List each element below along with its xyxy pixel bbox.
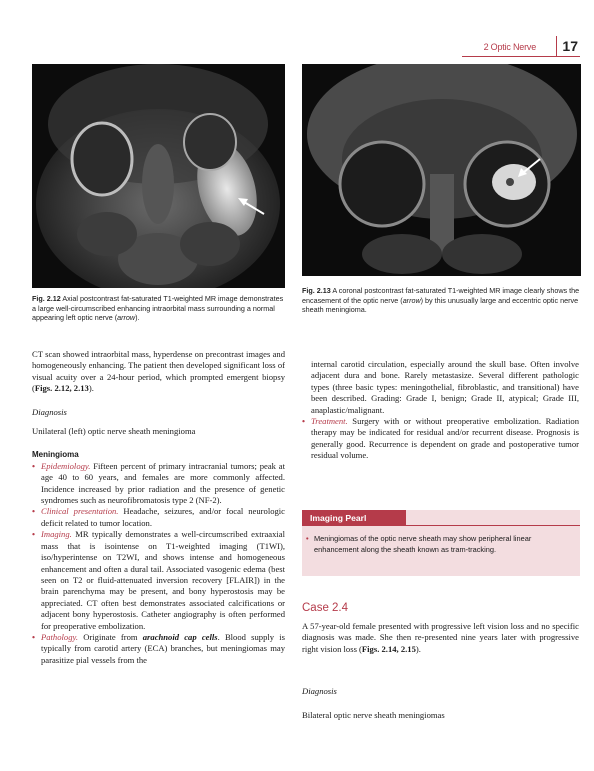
meningioma-list xyxy=(32,461,285,666)
figure-2-13-caption xyxy=(302,286,580,315)
section-heading: Meningioma xyxy=(32,450,79,460)
right-column xyxy=(302,359,579,462)
figure-reference: Figs. 2.14, 2.15 xyxy=(361,643,416,654)
intro-text-end: ). xyxy=(88,383,94,394)
figure-label: Fig. 2.13 xyxy=(302,286,331,295)
figure-label: Fig. 2.12 xyxy=(32,294,61,303)
case-title: Case 2.4 xyxy=(302,602,349,614)
figure-2-13-image xyxy=(302,64,581,276)
caption-em: arrow xyxy=(117,313,136,323)
caption-text: A coronal postcontrast fat-saturated T1-weighted MR image clearly shows the encasement of the optic nerve ( xyxy=(302,286,580,305)
imaging-pearl-text: • Meningiomas of the optic nerve sheath may show peripheral linear enhancement along the sheath known as tram-tracking. xyxy=(314,533,570,555)
imaging-pearl-box xyxy=(302,510,580,576)
left-column xyxy=(32,349,285,666)
caption-em: arrow xyxy=(402,295,421,305)
list-item xyxy=(32,461,285,507)
header-divider xyxy=(556,36,557,56)
running-header xyxy=(430,38,580,56)
pearl-rule xyxy=(302,525,580,526)
list-item xyxy=(32,529,285,632)
case-diagnosis-heading: Diagnosis xyxy=(302,686,337,696)
case-text-body: A 57-year-old female presented with progressive left vision loss and no specific diagnosis was made. She then re-presented nine years later with progressive right vision loss ( xyxy=(302,621,579,654)
item-text: Headache, seizures, and/or focal neurologic deficit related to tumor location. xyxy=(41,506,285,528)
item-lead: Pathology. xyxy=(41,631,78,642)
item-lead: Imaging. xyxy=(41,529,72,540)
case-diagnosis-text: Bilateral optic nerve sheath meningiomas xyxy=(302,710,445,720)
intro-paragraph xyxy=(32,349,285,395)
imaging-pearl-title: Imaging Pearl xyxy=(302,510,406,526)
figure-reference: Figs. 2.12, 2.13 xyxy=(34,383,89,394)
item-text: MR typically demonstrates a well-circumscribed extraaxial mass that is isointense on T1-weighted imaging (T1WI), iso/hyperintense on T2WI, and shows intense and homogeneous enhancement and often a dural tail. Associated vasogenic edema (best seen on T2 or fluid-attenuated inversion recovery [FLAIR]) in the brain parenchyma may be present, and bony hyperostosis may be appreciated. CT often best demonstrates associated calcifications or adjacent bony hyperostosis. Catheter angiography is often performed for preoperative embolization. xyxy=(41,529,285,631)
intro-text: CT scan showed intraorbital mass, hyperdense on precontrast images and homogeneously enhancing. The patient then developed significant loss of visual acuity over a 24-hour period, which prompted emergent biopsy ( xyxy=(32,349,285,394)
treatment-list xyxy=(302,416,579,462)
case-text-end: ). xyxy=(415,643,421,654)
continuation-text: internal carotid circulation, especially around the skull base. Often involve adjacent dura and bone. Rarely metastasize. Several different pathologic types (three basic types: meningothelial, fibroblastic, and transitional) have been described. Grading: Grade I, benign; Grade II, atypical; Grade III, anaplastic/malignant. xyxy=(311,359,579,415)
figure-2-12-caption xyxy=(32,294,284,323)
item-text: Fifteen percent of primary intracranial tumors; peak at age 40 to 60 years, and females are more commonly affected. Incidence increased by prior radiation and the presence of genetic syndromes such as neurofibromatosis type 2 (NF-2). xyxy=(41,460,285,506)
caption-text: Axial postcontrast fat-saturated T1-weighted MR image demonstrates a large well-circumscribed enhancing intraorbital mass surrounding a normal appearing left optic nerve ( xyxy=(32,294,284,323)
diagnosis-heading: Diagnosis xyxy=(32,406,67,417)
page-number: 17 xyxy=(562,38,578,54)
diagnosis-text: Unilateral (left) optic nerve sheath meningioma xyxy=(32,426,196,437)
list-item xyxy=(302,416,579,462)
item-text: Surgery with or without preoperative embolization. Radiation therapy may be indicated for residual and/or recurrent disease. Prognosis is generally good. Recurrence is dependent on grade and postoperative tumor residual volume. xyxy=(311,416,579,461)
case-text xyxy=(302,621,579,655)
item-em: arachnoid cap cells xyxy=(142,631,218,642)
item-lead: Clinical presentation. xyxy=(41,506,119,517)
item-text: Originate from xyxy=(78,631,143,642)
list-item xyxy=(32,506,285,529)
figure-2-12-image xyxy=(32,64,285,288)
chapter-title: 2 Optic Nerve xyxy=(483,42,536,52)
item-lead: Treatment. xyxy=(311,416,348,427)
header-rule xyxy=(462,56,580,57)
list-item xyxy=(32,632,285,666)
item-lead: Epidemiology. xyxy=(41,460,91,471)
caption-end: ). xyxy=(135,313,140,323)
item-text-end: . Blood supply is typically from carotid artery (ECA) branches, but meningiomas may parasitize pial vessels from the xyxy=(41,631,285,665)
caption-end: ) by this unusually large and eccentric optic nerve sheath meningioma. xyxy=(302,295,579,315)
